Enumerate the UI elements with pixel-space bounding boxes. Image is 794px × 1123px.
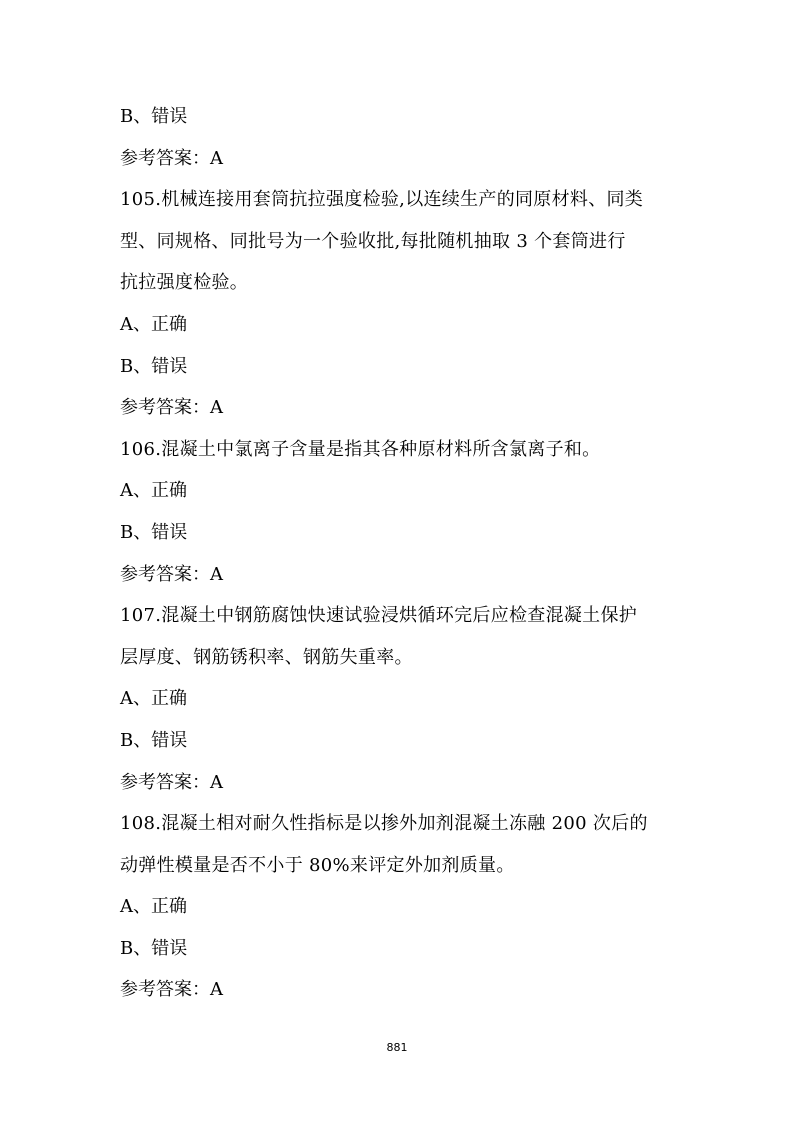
answer: 参考答案：A: [120, 563, 223, 585]
document-body: [120, 96, 676, 1011]
option-b: B、错误: [120, 729, 188, 751]
question-stem-line: 层厚度、钢筋锈积率、钢筋失重率。: [120, 646, 413, 668]
option-a: A、正确: [120, 688, 187, 710]
option-a: A、正确: [120, 896, 187, 918]
answer: 参考答案：A: [120, 147, 223, 169]
option-b: B、错误: [120, 937, 188, 959]
question-stem-line: 105.机械连接用套筒抗拉强度检验,以连续生产的同原材料、同类: [120, 189, 644, 211]
question-108: [120, 803, 676, 886]
question-stem-line: 型、同规格、同批号为一个验收批,每批随机抽取 3 个套筒进行: [120, 230, 626, 252]
answer: 参考答案：A: [120, 771, 223, 793]
question-stem-line: 107.混凝土中钢筋腐蚀快速试验浸烘循环完后应检查混凝土保护: [120, 605, 638, 627]
page-number: 881: [386, 1041, 408, 1054]
option-b: B、错误: [120, 106, 188, 127]
answer: 参考答案：A: [120, 397, 223, 419]
option-a: A、正确: [120, 313, 187, 335]
question-106: [120, 429, 676, 471]
question-105: [120, 179, 676, 304]
question-stem-line: 动弹性模量是否不小于 80%来评定外加剂质量。: [120, 854, 515, 876]
question-stem-line: 抗拉强度检验。: [120, 272, 249, 294]
option-b: B、错误: [120, 521, 188, 543]
question-stem-line: 108.混凝土相对耐久性指标是以掺外加剂混凝土冻融 200 次后的: [120, 813, 648, 835]
question-stem-line: 106.混凝土中氯离子含量是指其各种原材料所含氯离子和。: [120, 438, 601, 460]
option-b: B、错误: [120, 355, 188, 377]
question-107: [120, 595, 676, 678]
option-a: A、正确: [120, 480, 187, 502]
answer: 参考答案：A: [120, 979, 223, 1001]
